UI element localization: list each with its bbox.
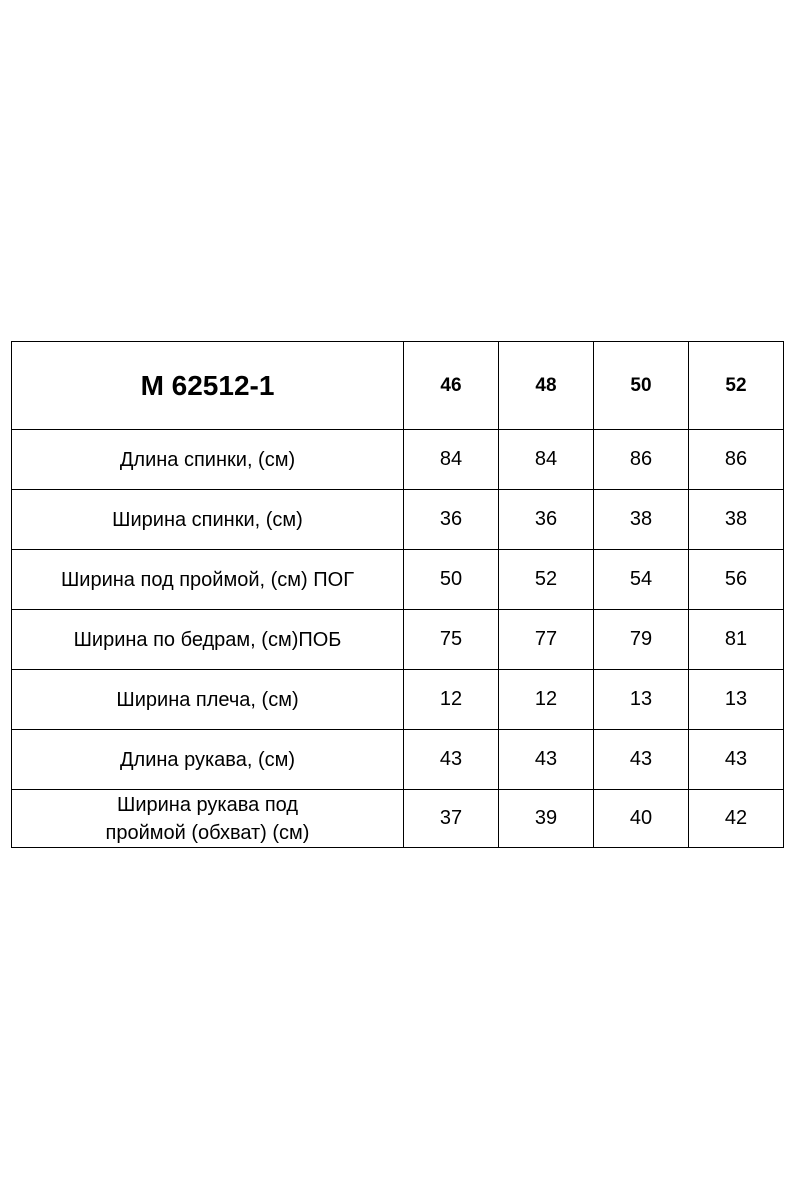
table-cell: 13 [689,670,784,730]
row-label [12,790,404,848]
table-cell: 43 [499,730,594,790]
table-row-armhole-width [12,550,784,610]
table-cell: 84 [404,430,499,490]
row-label-line-2: проймой (обхват) (см) [105,821,310,844]
table-row-back-length [12,430,784,490]
table-row-hip-width [12,610,784,670]
model-number: M 62512-1 [12,342,404,430]
table-cell: 13 [594,670,689,730]
table-cell: 43 [404,730,499,790]
size-chart-table [11,341,784,848]
table-row-sleeve-width [12,790,784,848]
table-cell: 12 [404,670,499,730]
row-label-line-1: Ширина рукава под [117,793,298,816]
table-cell: 79 [594,610,689,670]
size-header-50: 50 [594,342,689,430]
table-cell: 37 [404,790,499,848]
size-header-48: 48 [499,342,594,430]
table-cell: 84 [499,430,594,490]
row-label: Ширина под проймой, (см) ПОГ [12,550,404,610]
table-cell: 36 [499,490,594,550]
row-label: Ширина по бедрам, (см)ПОБ [12,610,404,670]
table-cell: 86 [689,430,784,490]
table-row-sleeve-length [12,730,784,790]
table-row-shoulder-width [12,670,784,730]
table-cell: 38 [689,490,784,550]
table-cell: 75 [404,610,499,670]
table-header-row [12,342,784,430]
row-label: Длина рукава, (см) [12,730,404,790]
table-cell: 52 [499,550,594,610]
table-cell: 42 [689,790,784,848]
table-cell: 39 [499,790,594,848]
size-header-52: 52 [689,342,784,430]
table-cell: 50 [404,550,499,610]
table-cell: 56 [689,550,784,610]
table-cell: 54 [594,550,689,610]
table-cell: 77 [499,610,594,670]
table-cell: 81 [689,610,784,670]
table-cell: 86 [594,430,689,490]
table-row-back-width [12,490,784,550]
table-cell: 38 [594,490,689,550]
row-label: Длина спинки, (см) [12,430,404,490]
table-cell: 36 [404,490,499,550]
row-label: Ширина спинки, (см) [12,490,404,550]
table-cell: 43 [594,730,689,790]
table-cell: 12 [499,670,594,730]
size-header-46: 46 [404,342,499,430]
table-cell: 40 [594,790,689,848]
table-cell: 43 [689,730,784,790]
row-label: Ширина плеча, (см) [12,670,404,730]
